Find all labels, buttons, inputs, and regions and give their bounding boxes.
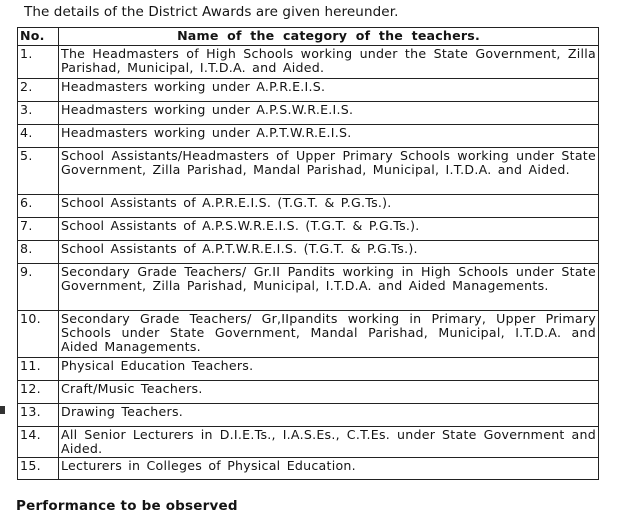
table-row [18,264,599,311]
row-category: Craft/Music Teachers. [59,381,599,404]
row-category: Headmasters working under A.P.S.W.R.E.I.S. [59,102,599,125]
row-category: School Assistants of A.P.S.W.R.E.I.S. (T.G.T. & P.G.Ts.). [59,218,599,241]
table-row [18,195,599,218]
row-category: Drawing Teachers. [59,404,599,427]
header-number: No. [18,28,59,46]
row-category: School Assistants of A.P.T.W.R.E.I.S. (T.G.T. & P.G.Ts.). [59,241,599,264]
table-row [18,148,599,195]
row-category: Secondary Grade Teachers/ Gr.II Pandits working in High Schools under State Government, Zilla Parishad, Municipal, I.T.D.A. and Aided Managements. [59,264,599,311]
row-number: 4. [18,125,59,148]
row-number: 7. [18,218,59,241]
table-row [18,102,599,125]
scan-mark [0,406,5,414]
row-category: All Senior Lecturers in D.I.E.Ts., I.A.S.Es., C.T.Es. under State Government and Aided. [59,427,599,458]
row-number: 12. [18,381,59,404]
row-number: 5. [18,148,59,195]
row-number: 13. [18,404,59,427]
row-category: Physical Education Teachers. [59,358,599,381]
table-row [18,218,599,241]
table-row [18,404,599,427]
row-number: 8. [18,241,59,264]
row-category: School Assistants/Headmasters of Upper Primary Schools working under State Government, Zilla Parishad, Mandal Parishad, Municipal, I.T.D.A. and Aided. [59,148,599,195]
table-row [18,381,599,404]
row-category: Headmasters working under A.P.R.E.I.S. [59,79,599,102]
awards-table [17,27,599,480]
footer-heading: Performance to be observed [16,498,238,514]
table-header-row [18,28,599,46]
table-row [18,79,599,102]
row-number: 15. [18,458,59,480]
row-number: 10. [18,311,59,358]
table-row [18,241,599,264]
row-number: 3. [18,102,59,125]
row-number: 14. [18,427,59,458]
intro-text: The details of the District Awards are given hereunder. [24,4,399,20]
table-row [18,46,599,79]
row-category: Secondary Grade Teachers/ Gr,IIpandits working in Primary, Upper Primary Schools under State Government, Mandal Parishad, Municipal, I.T.D.A. and Aided Managements. [59,311,599,358]
row-category: Headmasters working under A.P.T.W.R.E.I.S. [59,125,599,148]
row-category: School Assistants of A.P.R.E.I.S. (T.G.T. & P.G.Ts.). [59,195,599,218]
table-row [18,311,599,358]
header-category-name: Name of the category of the teachers. [59,28,599,46]
row-category: The Headmasters of High Schools working under the State Government, Zilla Parishad, Municipal, I.T.D.A. and Aided. [59,46,599,79]
table-row [18,427,599,458]
row-number: 6. [18,195,59,218]
row-number: 9. [18,264,59,311]
row-number: 1. [18,46,59,79]
row-number: 11. [18,358,59,381]
row-number: 2. [18,79,59,102]
table-row [18,125,599,148]
row-category: Lecturers in Colleges of Physical Education. [59,458,599,480]
table-row [18,458,599,480]
table-row [18,358,599,381]
